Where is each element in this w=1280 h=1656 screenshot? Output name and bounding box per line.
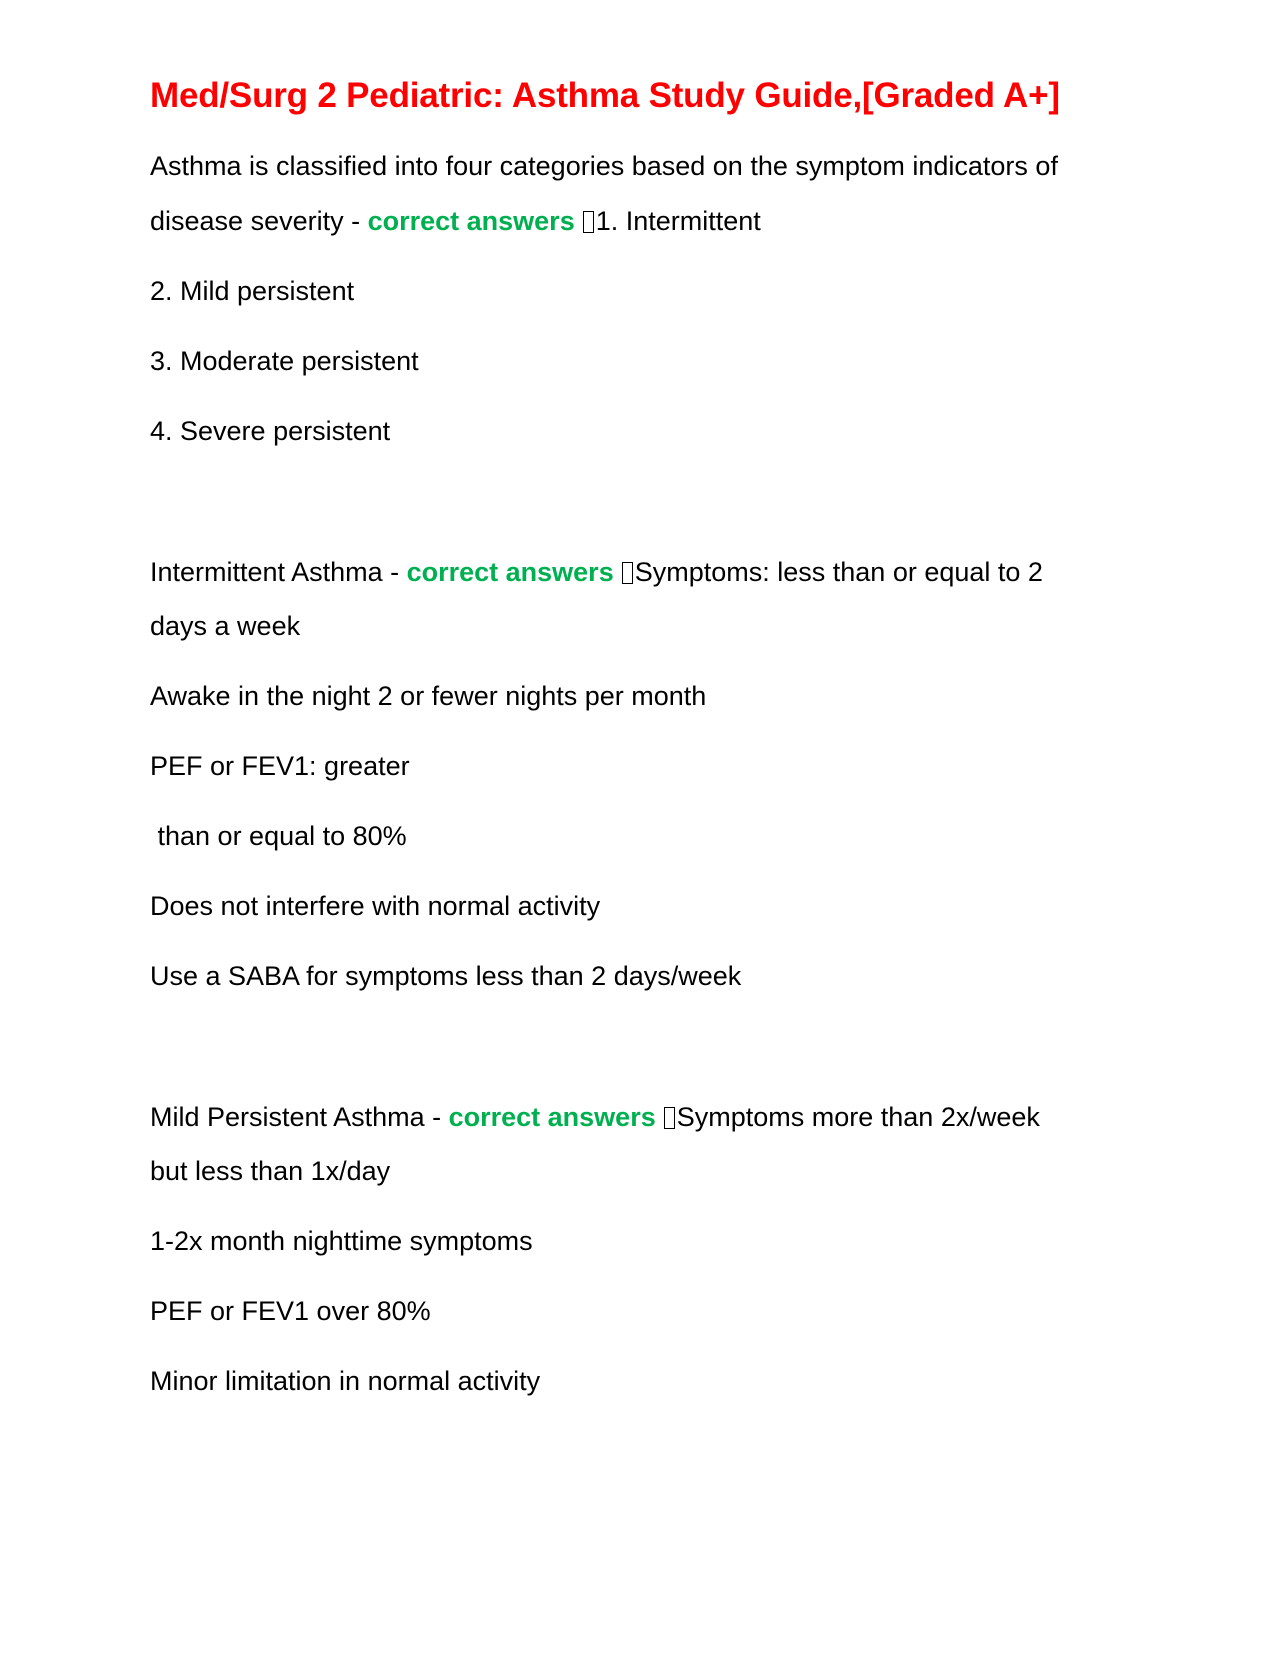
missing-glyph-box-icon bbox=[583, 211, 594, 233]
question-answer-line bbox=[150, 203, 761, 239]
question-text bbox=[150, 148, 1058, 184]
list-item: 2. Mild persistent bbox=[150, 276, 355, 306]
question-text: Mild Persistent Asthma - bbox=[150, 1102, 449, 1132]
question-text: Intermittent Asthma - bbox=[150, 557, 407, 587]
list-item: PEF or FEV1: greater bbox=[150, 751, 410, 781]
list-item: 3. Moderate persistent bbox=[150, 346, 419, 376]
question-answer-line bbox=[150, 1099, 1040, 1135]
document-title: Med/Surg 2 Pediatric: Asthma Study Guide,[Graded A+] bbox=[150, 76, 1060, 115]
answer-text: Symptoms more than 2x/week bbox=[676, 1102, 1040, 1132]
answer-continuation: but less than 1x/day bbox=[150, 1156, 391, 1186]
list-item: PEF or FEV1 over 80% bbox=[150, 1296, 431, 1326]
list-item: Use a SABA for symptoms less than 2 days/week bbox=[150, 961, 742, 991]
correct-answers-label: correct answers bbox=[367, 206, 575, 236]
correct-answers-label: correct answers bbox=[448, 1102, 656, 1132]
list-item: than or equal to 80% bbox=[150, 821, 407, 851]
answer-text: Symptoms: less than or equal to 2 bbox=[634, 557, 1043, 587]
list-item: 4. Severe persistent bbox=[150, 416, 391, 446]
missing-glyph-box-icon bbox=[622, 562, 633, 584]
question-line: Asthma is classified into four categories based on the symptom indicators of bbox=[150, 151, 1058, 181]
answer-continuation: days a week bbox=[150, 611, 301, 641]
list-item: 1-2x month nighttime symptoms bbox=[150, 1226, 533, 1256]
list-item: Awake in the night 2 or fewer nights per month bbox=[150, 681, 707, 711]
answer-text: 1. Intermittent bbox=[595, 206, 761, 236]
correct-answers-label: correct answers bbox=[406, 557, 614, 587]
question-continuation: disease severity - bbox=[150, 206, 368, 236]
list-item: Does not interfere with normal activity bbox=[150, 891, 601, 921]
list-item: Minor limitation in normal activity bbox=[150, 1366, 541, 1396]
missing-glyph-box-icon bbox=[664, 1107, 675, 1129]
question-answer-line bbox=[150, 554, 1043, 590]
